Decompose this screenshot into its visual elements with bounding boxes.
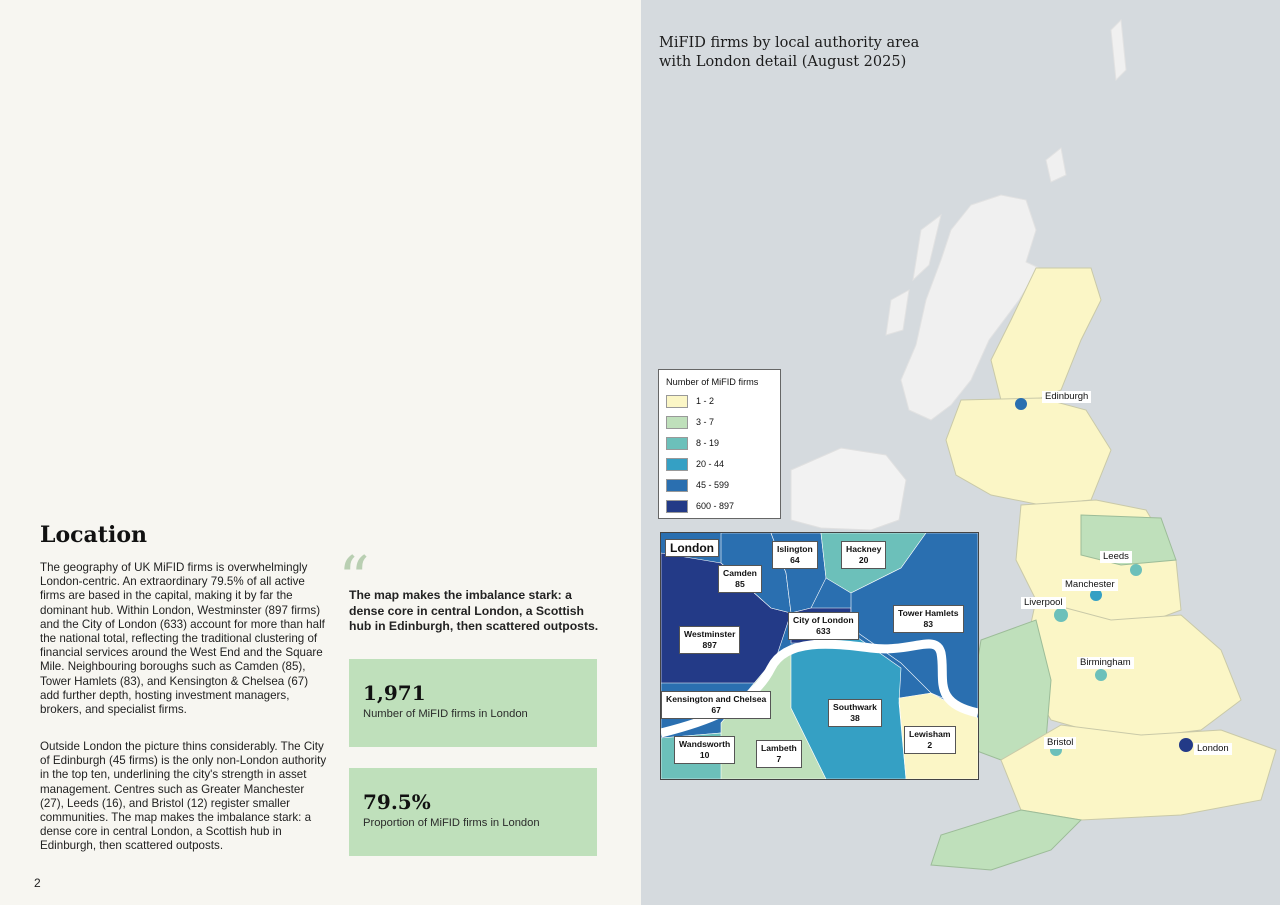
legend-label: 8 - 19: [696, 438, 720, 448]
borough-name: Southwark: [833, 702, 877, 712]
legend-title: Number of MiFID firms: [666, 377, 759, 387]
paragraph-1: The geography of UK MiFID firms is overwhelmingly London-centric. An extraordinary 79.5% of all active firms are based in the capital, making it by far the dominant hub. Within London, Westminster (897 firms) and the City of London (633) account for more than half the national total, reflecting the traditional clustering of financial services around the West End and the Square Mile. Neighbouring boroughs such as Camden (85), Tower Hamlets (83), and Kensington & Chelsea (67) add further depth, hosting investment managers, brokers, and specialist firms.: [40, 561, 325, 717]
stat-value: 79.5%: [363, 790, 431, 814]
southern-england: [1001, 725, 1276, 820]
southern-scotland: [946, 398, 1111, 505]
map-title-line-2: with London detail (August 2025): [659, 54, 907, 70]
borough-label-hackney: [841, 541, 886, 569]
quote-mark-icon: “: [338, 542, 370, 615]
stat-label: Number of MiFID firms in London: [363, 708, 528, 720]
south-west: [931, 810, 1081, 870]
ireland-landmass: [791, 448, 906, 530]
stat-card-london-count: [349, 659, 597, 747]
borough-count: 38: [850, 713, 860, 723]
borough-name: Lewisham: [909, 729, 951, 739]
borough-name: Tower Hamlets: [898, 608, 959, 618]
city-label-edinburgh: Edinburgh: [1042, 391, 1091, 403]
borough-count: 897: [702, 640, 717, 650]
city-label-birmingham: Birmingham: [1077, 657, 1134, 669]
stat-label: Proportion of MiFID firms in London: [363, 817, 540, 829]
stat-value: 1,971: [363, 681, 426, 705]
city-label-manchester: Manchester: [1062, 579, 1118, 591]
liverpool-marker: [1054, 608, 1068, 622]
borough-name: Camden: [723, 568, 757, 578]
borough-label-westminster: [679, 626, 740, 654]
borough-name: Kensington and Chelsea: [666, 694, 767, 704]
borough-label-southwark: [828, 699, 882, 727]
borough-label-city-of-london: [788, 612, 859, 640]
borough-count: 64: [790, 555, 800, 565]
edinburgh-marker: [1015, 398, 1027, 410]
page-number: 2: [34, 876, 41, 890]
legend-swatch: [666, 395, 688, 408]
borough-count: 67: [711, 705, 721, 715]
legend-swatch: [666, 416, 688, 429]
inset-title: London: [665, 539, 719, 557]
borough-name: Wandsworth: [679, 739, 731, 749]
paragraph-2: Outside London the picture thins considerably. The City of Edinburgh (45 firms) is the only non-London authority in the top ten, underlining the city's strength in asset management. Centres such as Greater Manchester (27), Leeds (16), and Bristol (12) register smaller communities. The map makes the imbalance stark: a dense core in central London, a Scottish hub in Edinburgh, then scattered outposts.: [40, 740, 327, 853]
map-title: [659, 34, 959, 72]
legend-label: 1 - 2: [696, 396, 715, 406]
borough-name: City of London: [793, 615, 854, 625]
stat-card-london-share: [349, 768, 597, 856]
map-legend: [658, 369, 781, 519]
borough-label-lambeth: [756, 740, 802, 768]
city-label-london: London: [1194, 743, 1232, 755]
borough-name: Westminster: [684, 629, 736, 639]
legend-swatch: [666, 500, 688, 513]
london-inset-map: [660, 532, 979, 780]
orkney-islands: [1046, 20, 1126, 182]
borough-label-lewisham: [904, 726, 956, 754]
london-marker: [1179, 738, 1193, 752]
birmingham-marker: [1095, 669, 1107, 681]
borough-count: 633: [816, 626, 831, 636]
borough-name: Islington: [777, 544, 813, 554]
borough-label-tower-hamlets: [893, 605, 964, 633]
borough-count: 10: [699, 750, 710, 760]
city-label-leeds: Leeds: [1100, 551, 1132, 563]
legend-label: 600 - 897: [696, 501, 735, 511]
leeds-marker: [1130, 564, 1142, 576]
city-label-liverpool: Liverpool: [1021, 597, 1066, 609]
legend-swatch: [666, 479, 688, 492]
map-panel: [641, 0, 1280, 905]
borough-count: 20: [858, 555, 869, 565]
legend-label: 3 - 7: [696, 417, 715, 427]
borough-label-islington: [772, 541, 818, 569]
borough-label-camden: [718, 565, 762, 593]
borough-label-wandsworth: [674, 736, 735, 764]
city-label-bristol: Bristol: [1044, 737, 1076, 749]
borough-label-kensington-and-chelsea: [661, 691, 771, 719]
borough-count: 7: [776, 754, 782, 764]
pull-quote: The map makes the imbalance stark: a dense core in central London, a Scottish hub in Edinburgh, then scattered outposts.: [349, 588, 599, 633]
borough-count: 83: [923, 619, 934, 629]
borough-count: 85: [735, 579, 745, 589]
borough-name: Lambeth: [761, 743, 797, 753]
borough-count: 2: [927, 740, 933, 750]
midlands: [1021, 600, 1241, 740]
legend-label: 20 - 44: [696, 459, 725, 469]
map-title-line-1: MiFID firms by local authority area: [659, 35, 920, 51]
section-heading: Location: [40, 522, 147, 548]
legend-swatch: [666, 437, 688, 450]
borough-name: Hackney: [846, 544, 882, 554]
legend-label: 45 - 599: [696, 480, 730, 490]
legend-swatch: [666, 458, 688, 471]
